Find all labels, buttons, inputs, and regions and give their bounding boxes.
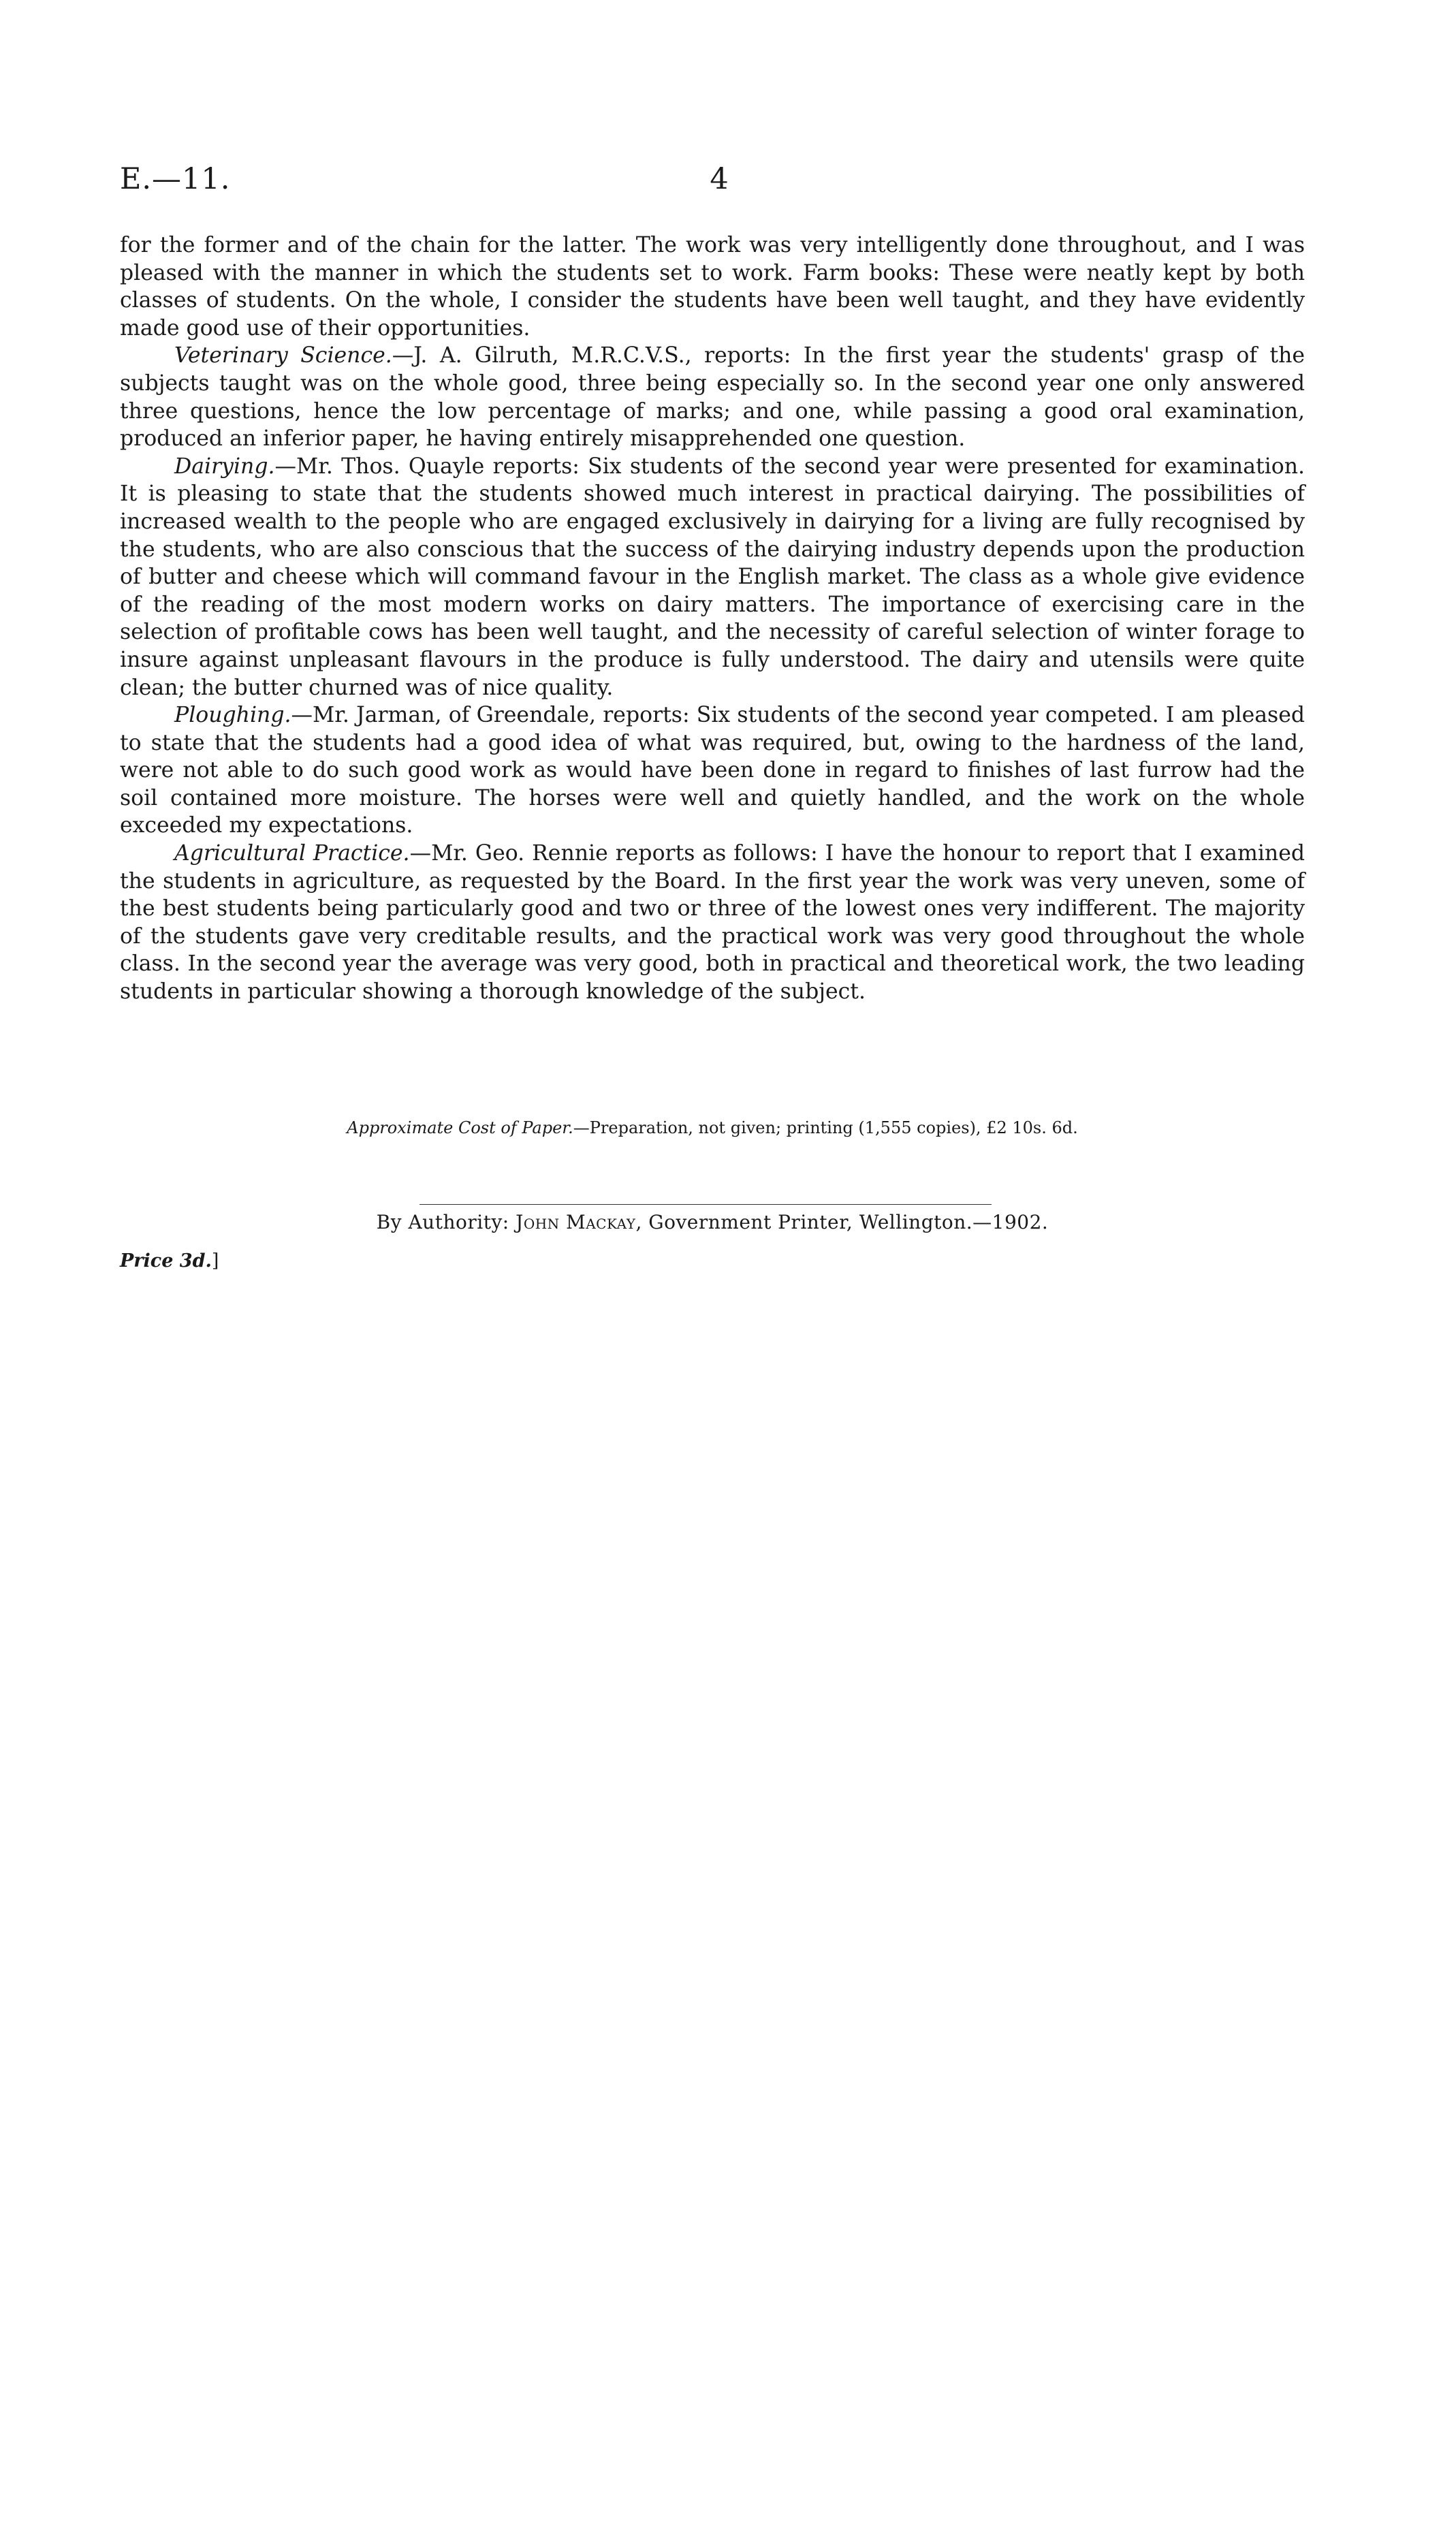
cost-note-label: Approximate Cost of Paper. [347, 1118, 573, 1137]
paragraph-continuation [120, 232, 1305, 342]
section-heading: Veterinary Science. [174, 343, 392, 368]
section-heading: Ploughing. [174, 703, 291, 728]
price-bracket: ] [211, 1250, 219, 1272]
paragraph-text: —Mr. Geo. Rennie reports as follows: I have the honour to report that I examined the students in agriculture, as requested by the Board. In the first year the work was very uneven, some of the best students being particularly good and two or three of the lowest ones very indifferent. The majority of the students gave very creditable results, and the practical work was very good throughout the whole class. In the second year the average was very good, both in practical and theoretical work, the two leading students in particular showing a thorough knowledge of the subject. [120, 841, 1305, 1005]
imprint-suffix: , Government Printer, Wellington.—1902. [635, 1211, 1049, 1233]
section-heading: Agricultural Practice. [174, 841, 410, 866]
paragraph-text: —Mr. Jarman, of Greendale, reports: Six students of the second year competed. I am pleased to state that the students had a good idea of what was required, but, owing to the hardness of the land, were not able to do such good work as would have been done in regard to finishes of last furrow had the soil contained more moisture. The horses were well and quietly handled, and the work on the whole exceeded my expectations. [120, 703, 1305, 838]
paragraph-text: —Mr. Thos. Quayle reports: Six students of the second year were presented for examination. It is pleasing to state that the students showed much interest in practical dairying. The possibilities of increased wealth to the people who are engaged exclusively in dairying for a living are fully recognised by the students, who are also conscious that the success of the dairying industry depends upon the production of butter and cheese which will command favour in the English market. The class as a whole give evidence of the reading of the most modern works on dairy matters. The importance of exercising care in the selection of profitable cows has been well taught, and the necessity of careful selection of winter forage to insure against unpleasant flavours in the produce is fully understood. The dairy and utensils were quite clean; the butter churned was of nice quality. [120, 454, 1305, 700]
price-text: Price 3d. [120, 1250, 212, 1272]
cost-note-text: —Preparation, not given; printing (1,555 copies), £2 10s. 6d. [573, 1118, 1078, 1137]
paragraph-text: —J. A. Gilruth, M.R.C.V.S., reports: In the first year the students' grasp of the subjects taught was on the whole good, three being especially so. In the second year one only answered three questions, hence the low percentage of marks; and one, while passing a good oral examination, produced an inferior paper, he having entirely misapprehended one question. [120, 343, 1305, 452]
paragraph-veterinary-science [120, 342, 1305, 452]
page-number: 4 [710, 162, 729, 196]
printer-imprint [120, 1211, 1305, 1233]
paragraph-text: for the former and of the chain for the latter. The work was very intelligently done throughout, and I was pleased with the manner in which the students set to work. Farm books: These were neatly kept by both classes of students. On the whole, I consider the students have been well taught, and they have evidently made good use of their opportunities. [120, 233, 1305, 341]
cost-note [120, 1118, 1305, 1137]
report-body [120, 232, 1305, 1006]
paragraph-ploughing [120, 701, 1305, 840]
page-header [120, 162, 1305, 203]
paragraph-dairying [120, 453, 1305, 701]
paragraph-agricultural-practice [120, 840, 1305, 1006]
section-heading: Dairying. [174, 454, 275, 479]
document-reference: E.—11. [120, 162, 231, 196]
imprint-printer: John Mackay [516, 1211, 636, 1233]
imprint-prefix: By Authority: [376, 1211, 516, 1233]
price-label [120, 1250, 219, 1272]
divider-rule [420, 1204, 992, 1205]
